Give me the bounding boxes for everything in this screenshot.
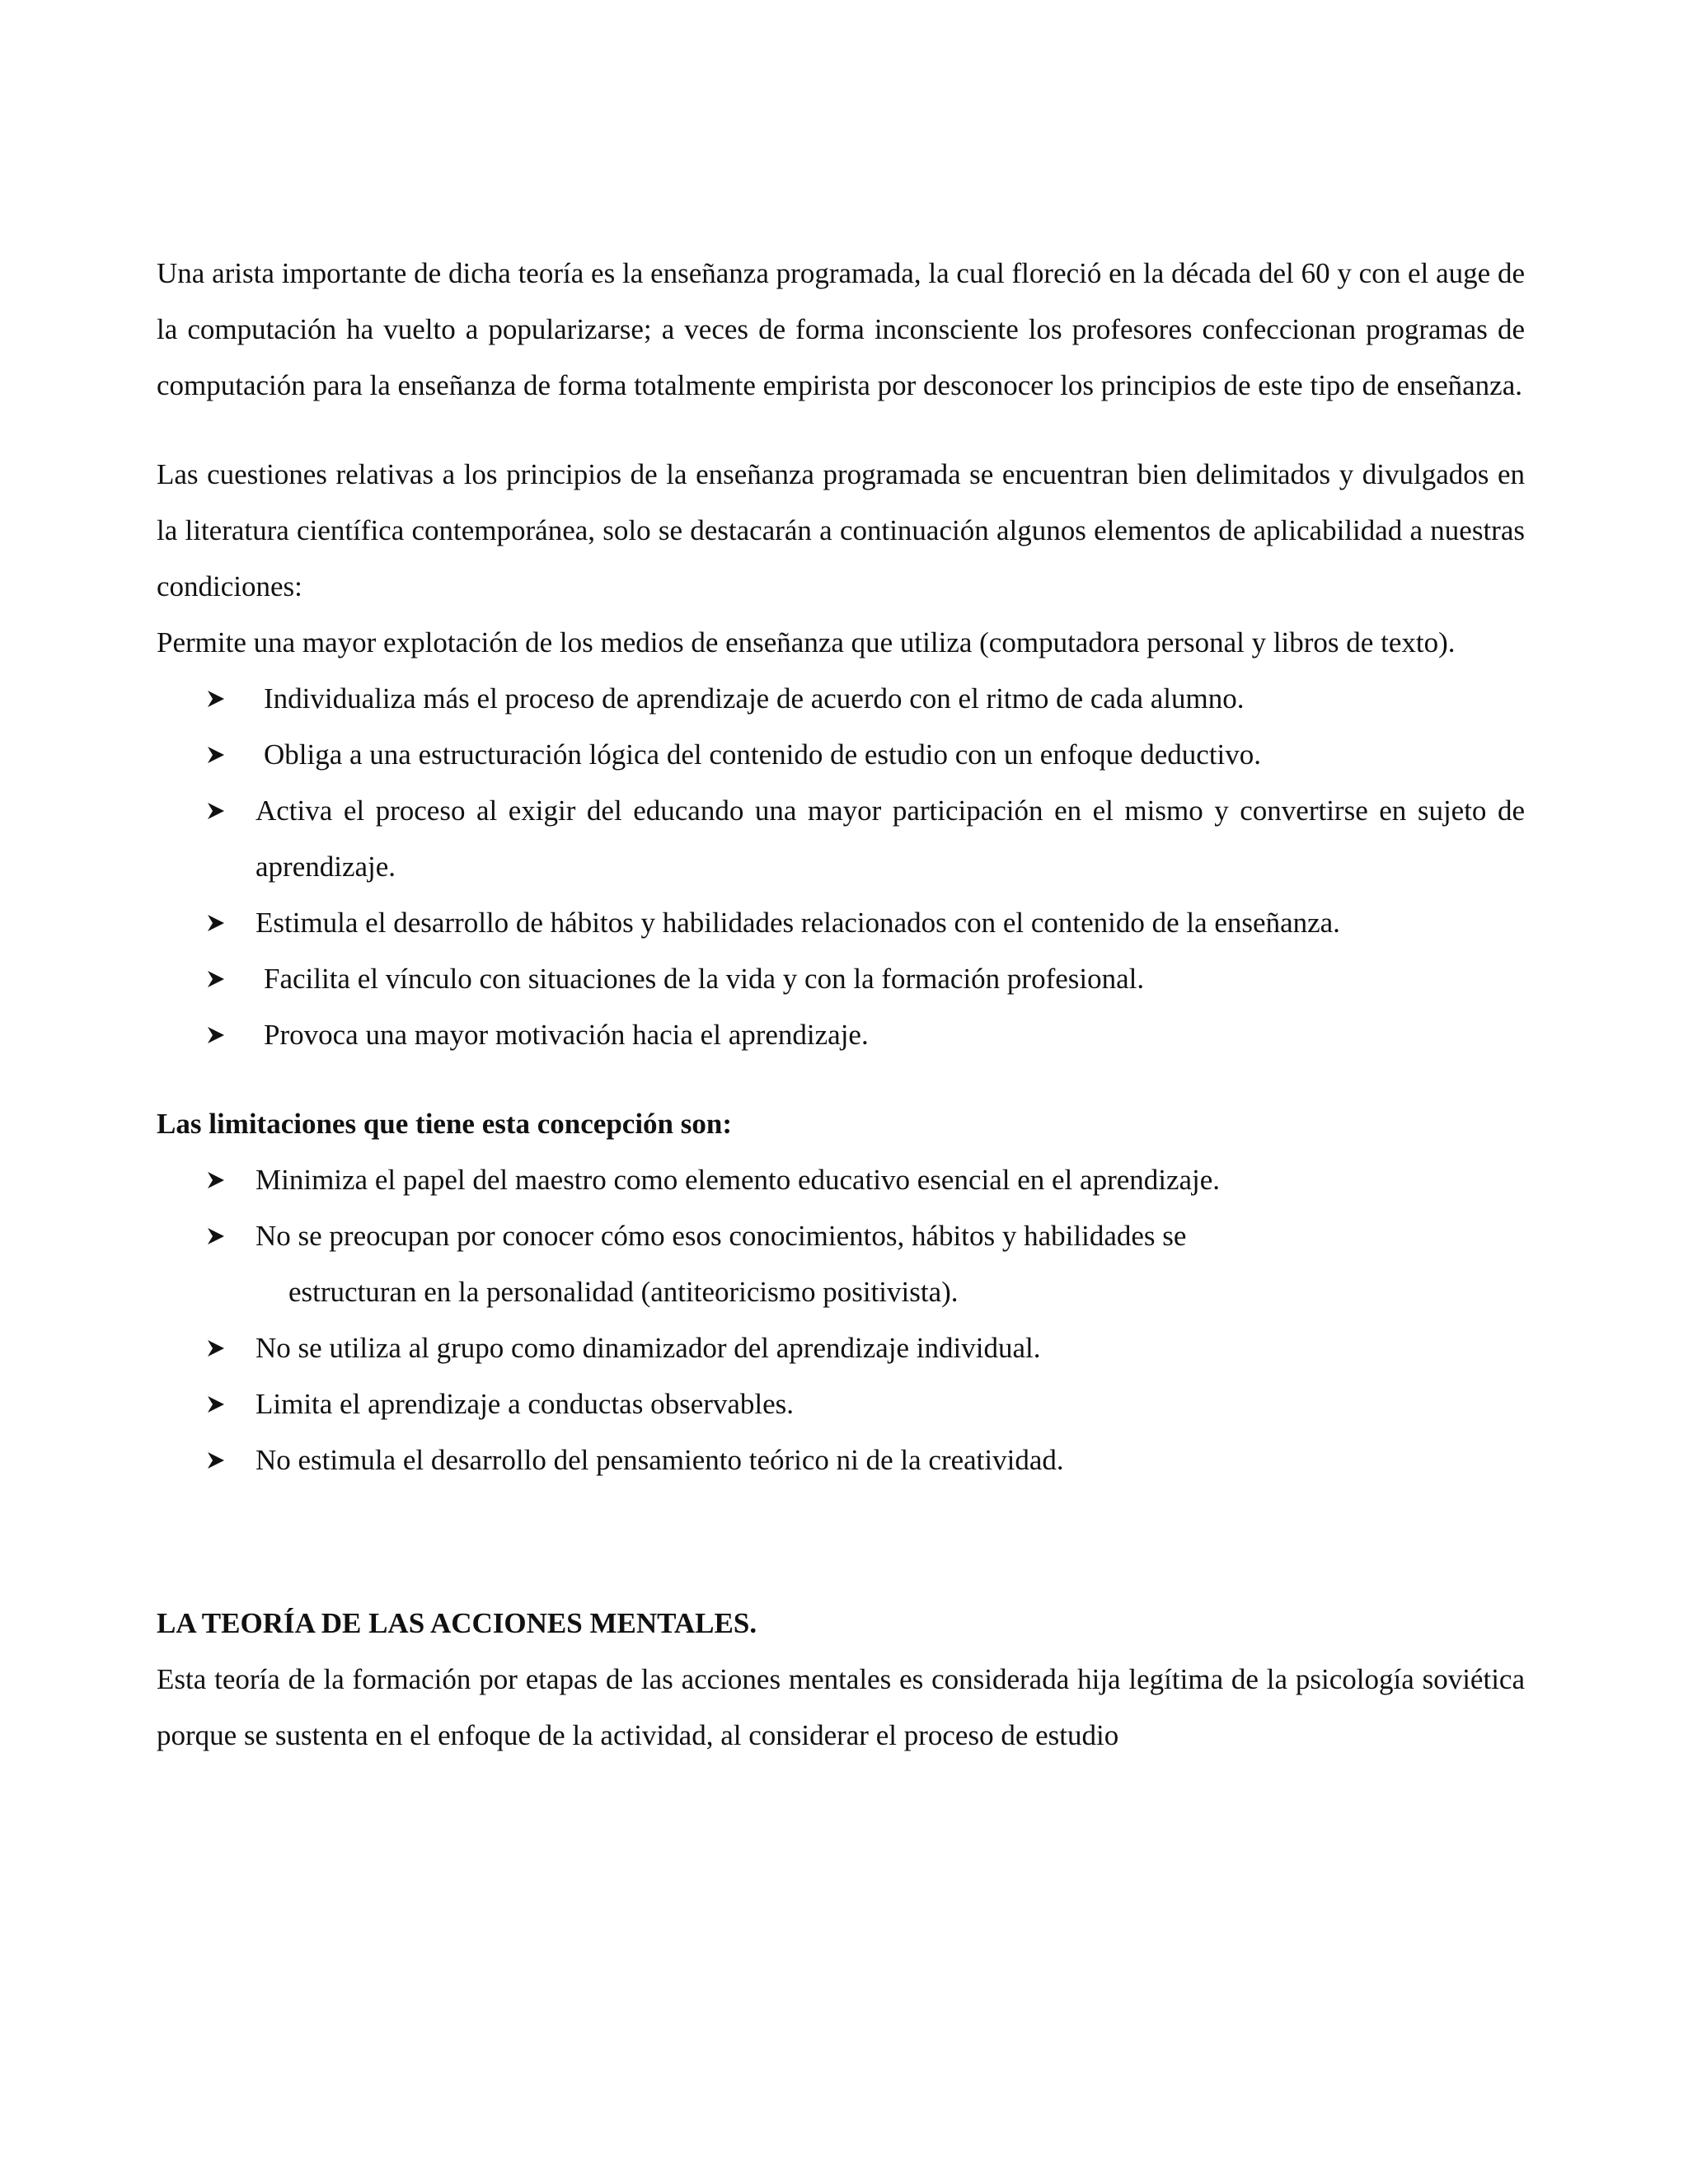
- advantage-text: Provoca una mayor motivación hacia el aprendizaje.: [264, 1019, 869, 1051]
- spacer: [157, 1488, 1525, 1596]
- arrowhead-bullet-icon: [206, 1376, 231, 1432]
- document-page: [157, 246, 1525, 1764]
- spacer: [157, 1063, 1525, 1096]
- list-item: [157, 783, 1525, 895]
- advantage-text: Activa el proceso al exigir del educando una mayor participación en el mismo y convertirse en sujeto de aprendizaje.: [256, 794, 1525, 883]
- arrowhead-bullet-icon: [206, 1432, 231, 1488]
- advantage-text: Individualiza más el proceso de aprendizaje de acuerdo con el ritmo de cada alumno.: [264, 682, 1245, 715]
- limitation-text: Limita el aprendizaje a conductas observables.: [256, 1388, 795, 1420]
- arrowhead-bullet-icon: [206, 895, 231, 951]
- limitations-list: [157, 1152, 1525, 1488]
- arrowhead-bullet-icon: [206, 951, 231, 1007]
- list-item: [157, 1208, 1525, 1320]
- list-item: [157, 1432, 1525, 1488]
- limitation-text: No estimula el desarrollo del pensamiento teórico ni de la creatividad.: [256, 1444, 1064, 1476]
- list-item: [157, 1152, 1525, 1208]
- arrowhead-bullet-icon: [206, 783, 231, 839]
- paragraph-permite: Permite una mayor explotación de los medios de enseñanza que utiliza (computadora personal y libros de texto).: [157, 626, 1456, 658]
- advantage-text: Estimula el desarrollo de hábitos y habilidades relacionados con el contenido de la enseñanza.: [256, 907, 1340, 939]
- arrowhead-bullet-icon: [206, 1208, 231, 1264]
- spacer: [157, 414, 1525, 447]
- advantage-text: Obliga a una estructuración lógica del contenido de estudio con un enfoque deductivo.: [264, 738, 1262, 771]
- advantages-list: [157, 671, 1525, 1063]
- list-item: [157, 727, 1525, 783]
- list-item: [157, 1376, 1525, 1432]
- arrowhead-bullet-icon: [206, 727, 231, 783]
- advantage-text: Facilita el vínculo con situaciones de la vida y con la formación profesional.: [264, 963, 1145, 995]
- limitation-text: No se utiliza al grupo como dinamizador del aprendizaje individual.: [256, 1332, 1041, 1364]
- paragraph-ensenanza-programada: Una arista importante de dicha teoría es la enseñanza programada, la cual floreció en la década del 60 y con el auge de la computación ha vuelto a popularizarse; a veces de forma inconsciente los profesores confeccionan programas de computación para la enseñanza de forma totalmente empirista por desconocer los principios de este tipo de enseñanza.: [157, 257, 1525, 401]
- arrowhead-bullet-icon: [206, 1007, 231, 1063]
- list-item: [157, 1007, 1525, 1063]
- arrowhead-bullet-icon: [206, 1320, 231, 1376]
- limitation-text-continuation: estructuran en la personalidad (antiteoricismo positivista).: [288, 1276, 959, 1308]
- limitation-text: No se preocupan por conocer cómo esos conocimientos, hábitos y habilidades se: [256, 1220, 1187, 1252]
- section-paragraph: Esta teoría de la formación por etapas de las acciones mentales es considerada hija legítima de la psicología soviética porque se sustenta en el enfoque de la actividad, al considerar el proceso de estudio: [157, 1663, 1525, 1751]
- list-item: [157, 895, 1525, 951]
- list-item: [157, 1320, 1525, 1376]
- limitations-heading: Las limitaciones que tiene esta concepción son:: [157, 1108, 733, 1140]
- section-title: LA TEORÍA DE LAS ACCIONES MENTALES.: [157, 1607, 757, 1639]
- list-item: [157, 951, 1525, 1007]
- arrowhead-bullet-icon: [206, 1152, 231, 1208]
- paragraph-principios: Las cuestiones relativas a los principios de la enseñanza programada se encuentran bien delimitados y divulgados en la literatura científica contemporánea, solo se destacarán a continuación algunos elementos de aplicabilidad a nuestras condiciones:: [157, 458, 1525, 602]
- list-item: [157, 671, 1525, 727]
- limitation-text: Minimiza el papel del maestro como elemento educativo esencial en el aprendizaje.: [256, 1164, 1221, 1196]
- arrowhead-bullet-icon: [206, 671, 231, 727]
